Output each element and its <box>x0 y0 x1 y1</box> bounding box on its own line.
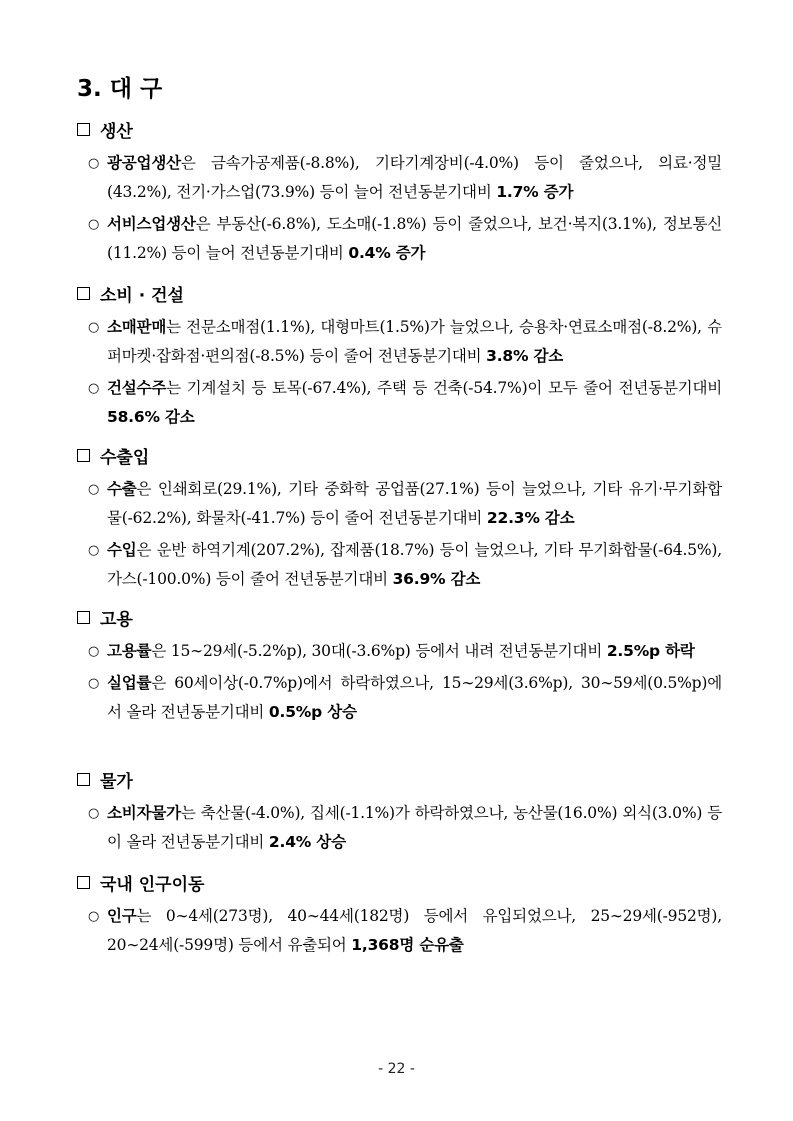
item-result: 22.3% 감소 <box>486 509 575 527</box>
circle-bullet-icon: ○ <box>88 806 100 821</box>
item-label: 소비자물가 <box>107 804 181 822</box>
item-text: 은 60세이상(-0.7%p)에서 하락하였으나, 15∼29세(3.6%p), 30∼59세(0.5%p)에서 올라 전년동분기대비 <box>107 674 722 721</box>
circle-bullet-icon: ○ <box>88 909 100 924</box>
circle-bullet-icon: ○ <box>88 482 100 497</box>
item-result: 0.4% 증가 <box>348 244 426 262</box>
item-result: 1.7% 증가 <box>496 183 574 201</box>
bullet-item <box>77 313 722 371</box>
section-heading-text: 수출입 <box>100 447 150 468</box>
item-label: 서비스업생산 <box>107 215 196 233</box>
page-number: - 22 - <box>378 1061 415 1077</box>
item-text: 는 0∼4세(273명), 40∼44세(182명) 등에서 유입되었으나, 25∼29세(-952명), 20∼24세(-599명) 등에서 유출되어 <box>107 907 722 954</box>
section-heading-text: 소비 · 건설 <box>100 285 184 306</box>
item-label: 고용률 <box>107 642 152 660</box>
circle-bullet-icon: ○ <box>88 217 100 232</box>
item-result: 58.6% 감소 <box>107 408 195 426</box>
item-label: 건설수주 <box>107 379 167 397</box>
square-bullet-icon <box>77 773 90 786</box>
section-migration <box>77 870 722 963</box>
section-heading <box>77 870 722 894</box>
section-heading <box>77 443 722 467</box>
section-heading-text: 물가 <box>100 771 133 792</box>
item-result: 2.5%p 하락 <box>606 642 695 660</box>
square-bullet-icon <box>77 449 90 462</box>
bullet-item <box>77 902 722 960</box>
section-consumption-construction <box>77 281 722 435</box>
square-bullet-icon <box>77 611 90 624</box>
section-heading <box>77 605 722 629</box>
bullet-item <box>77 799 722 857</box>
circle-bullet-icon: ○ <box>88 381 100 396</box>
circle-bullet-icon: ○ <box>88 676 100 691</box>
item-text: 은 금속가공제품(-8.8%), 기타기계장비(-4.0%) 등이 줄었으나, 의료·정밀(43.2%), 전기·가스업(73.9%) 등이 늘어 전년동분기대비 <box>107 154 722 201</box>
bullet-item <box>77 149 722 207</box>
bullet-item <box>77 669 722 727</box>
bullet-item <box>77 475 722 533</box>
item-label: 소매판매 <box>107 318 167 336</box>
section-heading-text: 고용 <box>100 609 133 630</box>
item-label: 광공업생산 <box>107 154 181 172</box>
item-label: 실업률 <box>107 674 152 692</box>
bullet-item <box>77 210 722 268</box>
section-heading <box>77 767 722 791</box>
item-result: 0.5%p 상승 <box>268 703 357 721</box>
item-text: 는 축산물(-4.0%), 집세(-1.1%)가 하락하였으나, 농산물(16.0%) 외식(3.0%) 등이 올라 전년동분기대비 <box>107 804 722 851</box>
item-text: 는 기계설치 등 토목(-67.4%), 주택 등 건축(-54.7%)이 모두 줄어 전년동분기대비 <box>166 379 722 397</box>
item-text: 은 부동산(-6.8%), 도소매(-1.8%) 등이 줄었으나, 보건·복지(3.1%), 정보통신(11.2%) 등이 늘어 전년동분기대비 <box>107 215 722 262</box>
item-label: 수출 <box>107 480 137 498</box>
page-title: 3. 대 구 <box>77 76 163 102</box>
item-label: 인구 <box>107 907 137 925</box>
item-result: 1,368명 순유출 <box>351 936 464 954</box>
square-bullet-icon <box>77 287 90 300</box>
section-prices <box>77 767 722 860</box>
item-result: 36.9% 감소 <box>392 570 481 588</box>
square-bullet-icon <box>77 876 90 889</box>
bullet-item <box>77 374 722 432</box>
section-heading-text: 국내 인구이동 <box>100 874 205 895</box>
section-heading <box>77 117 722 141</box>
section-heading <box>77 281 722 305</box>
item-label: 수입 <box>107 541 137 559</box>
circle-bullet-icon: ○ <box>88 320 100 335</box>
section-production <box>77 117 722 271</box>
circle-bullet-icon: ○ <box>88 156 100 171</box>
item-result: 3.8% 감소 <box>486 347 564 365</box>
item-text: 은 운반 하역기계(207.2%), 잡제품(18.7%) 등이 늘었으나, 기타 무기화합물(-64.5%), 가스(-100.0%) 등이 줄어 전년동분기대비 <box>107 541 722 588</box>
section-employment <box>77 605 722 730</box>
bullet-item <box>77 536 722 594</box>
item-text: 는 전문소매점(1.1%), 대형마트(1.5%)가 늘었으나, 승용차·연료소매점(-8.2%), 슈퍼마켓·잡화점·편의점(-8.5%) 등이 줄어 전년동분기대비 <box>107 318 722 365</box>
section-heading-text: 생산 <box>100 121 133 142</box>
item-result: 2.4% 상승 <box>268 833 346 851</box>
bullet-item <box>77 637 722 666</box>
item-text: 은 인쇄회로(29.1%), 기타 중화학 공업품(27.1%) 등이 늘었으나, 기타 유기·무기화합물(-62.2%), 화물차(-41.7%) 등이 줄어 전년동분기대비 <box>107 480 722 527</box>
section-trade <box>77 443 722 597</box>
item-text: 은 15∼29세(-5.2%p), 30대(-3.6%p) 등에서 내려 전년동분기대비 <box>151 642 607 660</box>
circle-bullet-icon: ○ <box>88 543 100 558</box>
square-bullet-icon <box>77 123 90 136</box>
circle-bullet-icon: ○ <box>88 644 100 659</box>
